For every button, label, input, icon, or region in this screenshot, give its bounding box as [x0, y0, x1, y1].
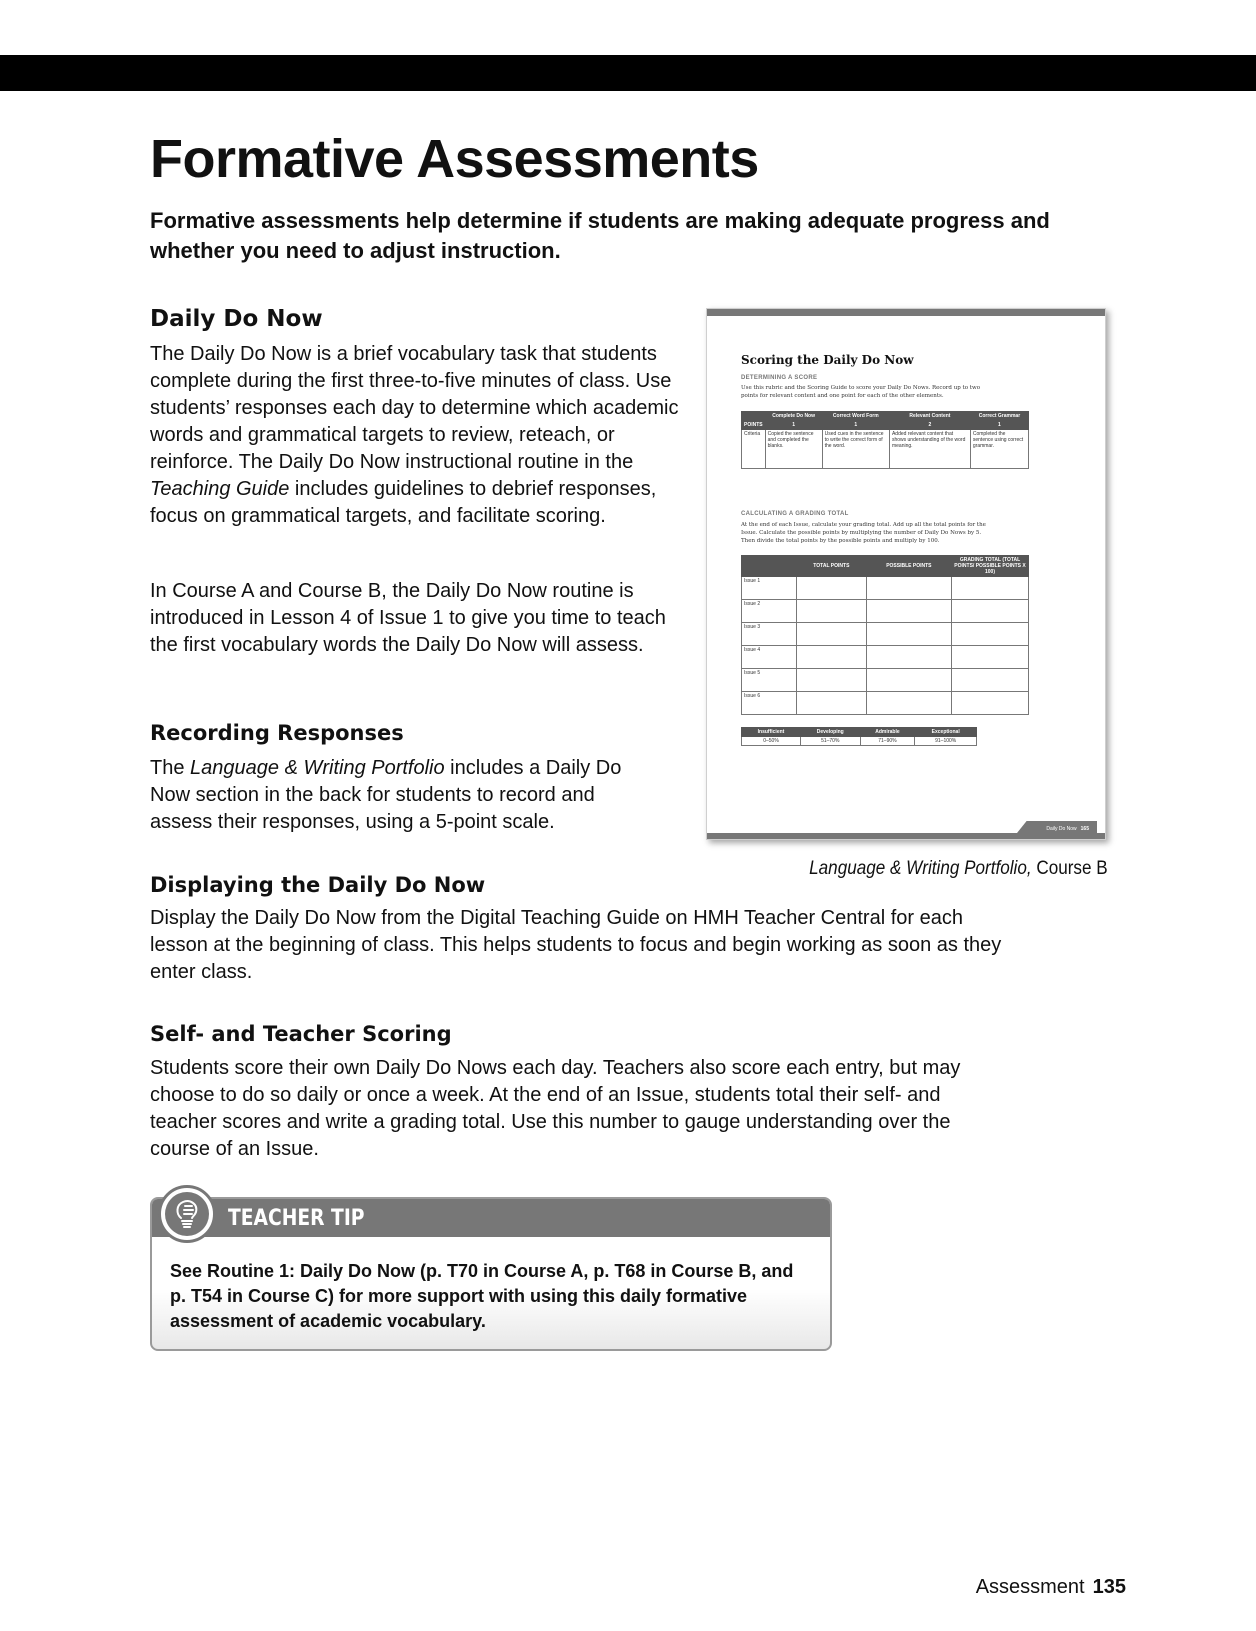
worksheet-text-2: At the end of each Issue, calculate your grading total. Add up all the total points for the Issue. Calculate the possible points by multiplying the number of Daily Do Nows by 5. Then divide the total points by the possible points and multiply by 100. [741, 522, 986, 544]
issue-label: Issue 2 [742, 600, 797, 623]
footer-section: Assessment [975, 1576, 1085, 1598]
scale-header: Exceptional [915, 728, 977, 737]
daily-do-now-heading: Daily Do Now [150, 306, 323, 332]
scale-table [741, 727, 977, 746]
rubric-points: 1 [970, 421, 1028, 430]
lightbulb-icon [158, 1185, 216, 1243]
page-title: Formative Assessments [150, 129, 759, 189]
worksheet-top-bar [707, 309, 1105, 316]
header-bar [0, 55, 1256, 91]
worksheet-caption: Language & Writing Portfolio, Course B [809, 858, 1108, 879]
page-number: 135 [1092, 1576, 1126, 1598]
recording-responses-paragraph: The Language & Writing Portfolio includes a Daily Do Now section in the back for students to record and assess their responses, using a 5-point scale. [150, 757, 622, 833]
grading-header [742, 556, 797, 577]
rubric-header: Correct Grammar [970, 412, 1028, 421]
grading-header: TOTAL POINTS [797, 556, 867, 577]
worksheet-section-1: DETERMINING A SCORE [741, 375, 818, 381]
teacher-tip-label: TEACHER TIP [228, 1206, 365, 1231]
grading-header: POSSIBLE POINTS [866, 556, 951, 577]
rubric-points: 2 [889, 421, 970, 430]
intro-text: Formative assessments help determine if students are making adequate progress and whether you need to adjust instruction. [150, 208, 1050, 263]
rubric-header: Relevant Content [889, 412, 970, 421]
worksheet-bottom-bar [707, 833, 1105, 839]
rubric-table [741, 411, 1029, 469]
recording-responses-heading: Recording Responses [150, 721, 404, 745]
worksheet-footer: Daily Do Now 165 [1046, 826, 1089, 832]
rubric-criteria: Added relevant content that shows understanding of the word meaning. [889, 430, 970, 469]
displaying-heading: Displaying the Daily Do Now [150, 873, 486, 897]
issue-label: Issue 4 [742, 646, 797, 669]
rubric-points-label: POINTS [742, 421, 766, 430]
scoring-paragraph: Students score their own Daily Do Nows each day. Teachers also score each entry, but may choose to do so daily or once a week. At the end of an Issue, students total their self- and teacher scores and write a grading total. Use this number to gauge understanding over the course of an Issue. [150, 1057, 961, 1160]
scale-header: Developing [800, 728, 860, 737]
teacher-tip-text: See Routine 1: Daily Do Now (p. T70 in Course A, p. T68 in Course B, and p. T54 in Course C) for more support with using this daily formative assessment of academic vocabulary. [170, 1261, 794, 1331]
rubric-header [742, 412, 766, 421]
scale-range: 51–70% [800, 737, 860, 746]
scale-header: Admirable [860, 728, 915, 737]
issue-label: Issue 3 [742, 623, 797, 646]
page-footer [976, 1576, 1126, 1599]
issue-label: Issue 1 [742, 577, 797, 600]
worksheet-text-1: Use this rubric and the Scoring Guide to score your Daily Do Nows. Record up to two points for relevant content and one point for each of the other elements. [741, 385, 981, 399]
scale-range: 91–100% [915, 737, 977, 746]
rubric-criteria-label: Criteria [742, 430, 766, 469]
scale-range: 0–50% [742, 737, 801, 746]
scale-range: 71–90% [860, 737, 915, 746]
rubric-header: Correct Word Form [822, 412, 889, 421]
rubric-criteria: Copied the sentence and completed the blanks. [765, 430, 822, 469]
worksheet-image [706, 308, 1106, 840]
rubric-criteria: Completed the sentence using correct grammar. [970, 430, 1028, 469]
issue-label: Issue 5 [742, 669, 797, 692]
daily-do-now-paragraph-2: In Course A and Course B, the Daily Do Now routine is introduced in Lesson 4 of Issue 1 to give you time to teach the first vocabulary words the Daily Do Now will assess. [150, 580, 666, 656]
scale-header: Insufficient [742, 728, 801, 737]
rubric-header: Complete Do Now [765, 412, 822, 421]
rubric-criteria: Used cues in the sentence to write the correct form of the word. [822, 430, 889, 469]
issue-label: Issue 6 [742, 692, 797, 715]
worksheet-section-2: CALCULATING A GRADING TOTAL [741, 511, 849, 517]
rubric-points: 1 [765, 421, 822, 430]
rubric-points: 1 [822, 421, 889, 430]
grading-table [741, 555, 1029, 715]
daily-do-now-paragraph-1: The Daily Do Now is a brief vocabulary task that students complete during the first three-to-five minutes of class. Use students’ responses each day to determine which academic words and grammatical targets to review, reteach, or reinforce. The Daily Do Now instructional routine in the Teaching Guide includes guidelines to debrief responses, focus on grammatical targets, and facilitate scoring. [150, 343, 679, 527]
displaying-paragraph: Display the Daily Do Now from the Digital Teaching Guide on HMH Teacher Central for each lesson at the beginning of class. This helps students to focus and begin working as soon as they enter class. [150, 907, 1002, 983]
scoring-heading: Self- and Teacher Scoring [150, 1022, 452, 1046]
teacher-tip-box [150, 1197, 832, 1351]
worksheet-title: Scoring the Daily Do Now [741, 353, 914, 367]
grading-header: GRADING TOTAL (TOTAL POINTS/ POSSIBLE POINTS X 100) [952, 556, 1029, 577]
